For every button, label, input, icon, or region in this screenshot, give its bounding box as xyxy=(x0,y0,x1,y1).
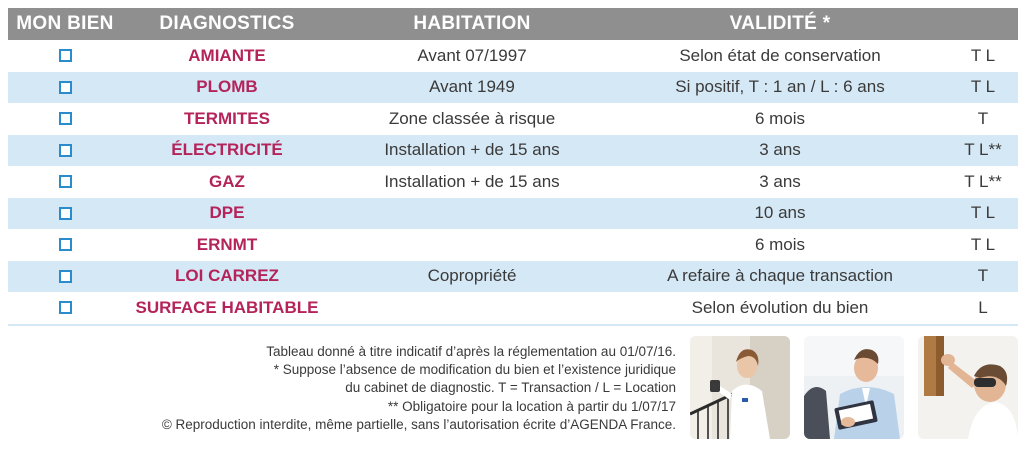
type-cell: T xyxy=(977,266,989,286)
type-cell: T L xyxy=(970,234,996,254)
table-row xyxy=(8,292,1018,324)
validite-cell: Selon état de conservation xyxy=(679,45,881,65)
header-diagnostics: DIAGNOSTICS xyxy=(159,13,295,34)
diagnostic-name: AMIANTE xyxy=(188,45,266,65)
table-row xyxy=(8,103,1018,135)
table-row xyxy=(8,135,1018,167)
diagnostic-name: GAZ xyxy=(209,171,245,191)
table-row xyxy=(8,198,1018,230)
type-cell: T xyxy=(977,108,989,128)
type-cell: T L** xyxy=(964,171,1002,191)
checkbox[interactable] xyxy=(59,81,72,94)
header-validite: VALIDITÉ * xyxy=(729,13,831,34)
table-header xyxy=(8,8,1018,40)
table-row xyxy=(8,229,1018,261)
validite-cell: Selon évolution du bien xyxy=(691,297,869,317)
table-row xyxy=(8,40,1018,72)
diagnostic-name: ERNMT xyxy=(196,234,258,254)
type-cell: T L xyxy=(970,77,996,97)
diagnostic-name: ÉLECTRICITÉ xyxy=(171,140,283,160)
checkbox[interactable] xyxy=(59,144,72,157)
habitation-cell: Avant 07/1997 xyxy=(417,45,527,65)
type-cell: T L** xyxy=(964,140,1002,160)
habitation-cell: Zone classée à risque xyxy=(388,108,556,128)
checkbox[interactable] xyxy=(59,112,72,125)
checkbox[interactable] xyxy=(59,301,72,314)
validite-cell: 10 ans xyxy=(754,203,806,223)
diagnostic-name: SURFACE HABITABLE xyxy=(135,297,319,317)
header-habitation: HABITATION xyxy=(413,13,531,34)
checkbox[interactable] xyxy=(59,207,72,220)
diagnostics-table xyxy=(8,8,1018,326)
habitation-cell: Installation + de 15 ans xyxy=(384,171,560,191)
checkbox[interactable] xyxy=(59,49,72,62)
inspector-clipboard-photo xyxy=(804,336,904,439)
table-row xyxy=(8,72,1018,104)
footnotes xyxy=(120,343,676,434)
footnote-line: * Suppose l’absence de modification du bien et l’existence juridique xyxy=(273,362,676,378)
header-mon-bien: MON BIEN xyxy=(16,13,114,34)
validite-cell: A refaire à chaque transaction xyxy=(667,266,893,286)
table-row xyxy=(8,166,1018,198)
validite-cell: 3 ans xyxy=(759,140,801,160)
habitation-cell: Copropriété xyxy=(427,266,517,286)
diagnostic-name: LOI CARREZ xyxy=(175,266,279,286)
validite-cell: Si positif, T : 1 an / L : 6 ans xyxy=(675,77,885,97)
habitation-cell: Installation + de 15 ans xyxy=(384,140,560,160)
footnote-line: du cabinet de diagnostic. T = Transaction / L = Location xyxy=(345,380,676,396)
habitation-cell: Avant 1949 xyxy=(429,77,515,97)
footnote-line: Tableau donné à titre indicatif d’après la réglementation au 01/07/16. xyxy=(266,344,676,359)
footnote-line: © Reproduction interdite, même partielle, sans l’autorisation écrite d’AGENDA France. xyxy=(161,416,676,432)
diagnostic-name: PLOMB xyxy=(196,77,258,97)
type-cell: L xyxy=(978,297,988,317)
checkbox[interactable] xyxy=(59,270,72,283)
checkbox[interactable] xyxy=(59,238,72,251)
validite-cell: 3 ans xyxy=(759,171,801,191)
worker-goggles-photo xyxy=(918,336,1018,439)
validite-cell: 6 mois xyxy=(754,108,806,128)
validite-cell: 6 mois xyxy=(754,234,806,254)
diagnostic-name: TERMITES xyxy=(184,108,270,128)
table-row xyxy=(8,261,1018,293)
footnote-line: ** Obligatoire pour la location à partir du 1/07/17 xyxy=(387,398,676,414)
technician-stairs-photo xyxy=(690,336,790,439)
table-bottom-divider xyxy=(8,324,1018,326)
diagnostic-name: DPE xyxy=(209,203,245,223)
type-cell: T L xyxy=(970,45,996,65)
checkbox[interactable] xyxy=(59,175,72,188)
type-cell: T L xyxy=(970,203,996,223)
